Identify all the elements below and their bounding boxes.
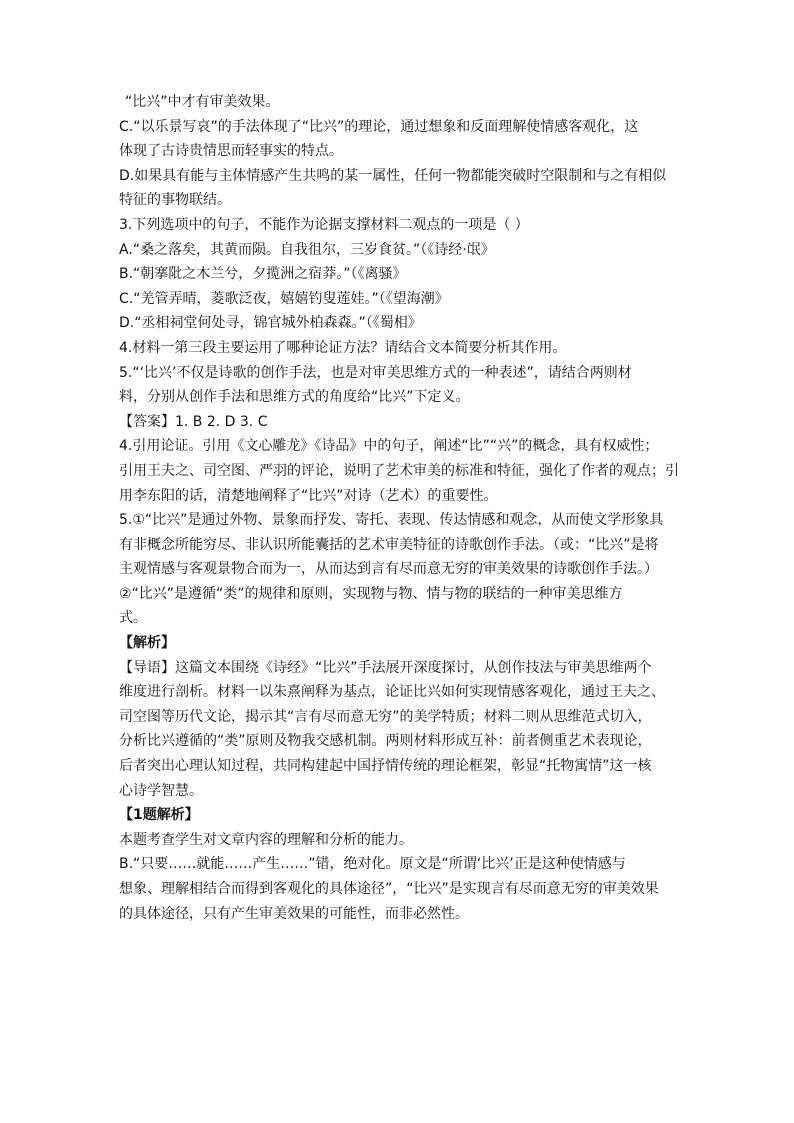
text-line: 后者突出心理认知过程，共同构建起中国抒情传统的理论框架，彰显“托物寓情”这一核 <box>119 758 652 775</box>
analysis-heading: 【解析】 <box>119 635 175 652</box>
text-line: 体现了古诗贵情思而轻事实的特点。 <box>119 143 343 160</box>
text-line: “比兴”中才有审美效果。 <box>125 94 280 110</box>
answer-heading: 【答案】1. B 2. D 3. C <box>119 413 268 430</box>
text-line: 维度进行剖析。材料一以朱熹阐释为基点，论证比兴如何实现情感客观化，通过王夫之、 <box>119 684 665 701</box>
text-line: 有非概念所能穷尽、非认识所能囊括的艺术审美特征的诗歌创作手法。（或：“比兴”是将 <box>119 536 659 553</box>
text-line: 心诗学智慧。 <box>119 782 203 799</box>
question-3: 3.下列选项中的句子，不能作为论据支撑材料二观点的一项是（ ） <box>119 216 529 233</box>
q3-option-b: B.“朝搴阰之木兰兮，夕揽洲之宿莽。”（《离骚》 <box>119 266 407 283</box>
text-line: 式。 <box>119 610 147 627</box>
answer-4: 4.引用论证。引用《文心雕龙》《诗品》中的句子，阐述“比”“兴”的概念，具有权威性； <box>119 438 659 455</box>
q3-option-d: D.“丞相祠堂何处寻，锦官城外柏森森。”（《蜀相》 <box>119 315 422 332</box>
q3-option-a: A.“桑之落矣，其黄而陨。自我徂尔，三岁食贫。”（《诗经·氓》 <box>119 241 495 258</box>
q1-analysis-heading: 【1题解析】 <box>119 807 199 824</box>
text-line: 的具体途径，只有产生审美效果的可能性，而非必然性。 <box>119 905 469 922</box>
option-c-line: C.“以乐景写哀”的手法体现了“比兴”的理论，通过想象和反面理解使情感客观化，这 <box>119 118 639 135</box>
text-line: 司空图等历代文论，揭示其“言有尽而意无穷”的美学特质；材料二则从思维范式切入， <box>119 708 652 725</box>
text-line: 料，分别从创作手法和思维方式的角度给“比兴”下定义。 <box>119 389 470 406</box>
text-line: 想象、理解相结合而得到客观化的具体途径”，“比兴”是实现言有尽而意无穷的审美效果 <box>119 881 659 897</box>
text-line: 分析比兴遵循的“类”原则及物我交感机制。两则材料形成互补：前者侧重艺术表现论， <box>119 733 652 750</box>
intro-paragraph: 【导语】这篇文本围绕《诗经》“比兴”手法展开深度探讨，从创作技法与审美思维两个 <box>119 659 652 676</box>
text-line: ②“比兴”是遵循“类”的规律和原则，实现物与物、情与物的联结的一种审美思维方 <box>119 585 623 602</box>
text-line: B.“只要……就能……产生……”错，绝对化。原文是“所谓‘比兴’正是这种使情感与 <box>119 856 626 873</box>
text-line: 用李东阳的话，清楚地阐释了“比兴”对诗（艺术）的重要性。 <box>119 487 498 504</box>
q3-option-c: C.“羌管弄晴，菱歌泛夜，嬉嬉钓叟莲娃。”（《望海潮》 <box>119 290 449 307</box>
text-line: 特征的事物联结。 <box>119 192 231 209</box>
text-line: 本题考查学生对文章内容的理解和分析的能力。 <box>119 831 413 848</box>
option-d-line: D.如果具有能与主体情感产生共鸣的某一属性，任何一物都能突破时空限制和与之有相似 <box>119 167 667 184</box>
document-body <box>119 90 689 926</box>
answer-5: 5.①“比兴”是通过外物、景象而抒发、寄托、表现、传达情感和观念，从而使文学形象具 <box>119 512 664 529</box>
text-line: 引用王夫之、司空图、严羽的评论，说明了艺术审美的标准和特征，强化了作者的观点；引 <box>119 462 679 479</box>
question-5: 5.“‘比兴’不仅是诗歌的创作手法，也是对审美思维方式的一种表述”，请结合两则材 <box>119 364 632 381</box>
question-4: 4.材料一第三段主要运用了哪种论证方法？请结合文本简要分析其作用。 <box>119 339 567 356</box>
text-line: 主观情感与客观景物合而为一，从而达到言有尽而意无穷的审美效果的诗歌创作手法。） <box>119 561 658 578</box>
